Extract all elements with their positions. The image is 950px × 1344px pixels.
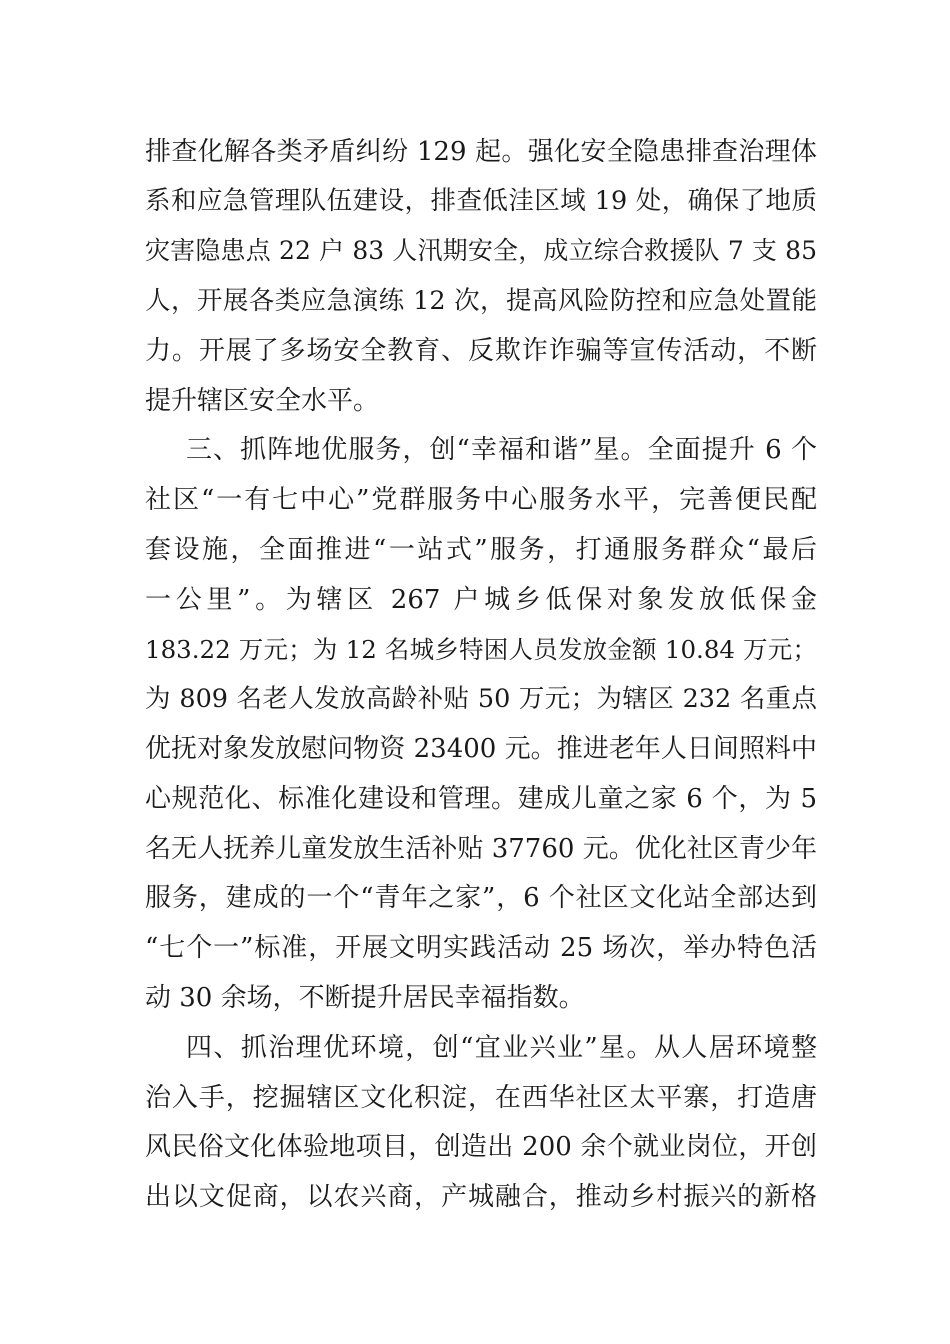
text-line: 套设施，全面推进“一站式”服务，打通服务群众“最后 (145, 535, 817, 565)
text-line: 动 30 余场，不断提升居民幸福指数。 (145, 983, 585, 1013)
text-line: 服务，建成的一个“青年之家”，6 个社区文化站全部达到 (145, 883, 817, 913)
text-line: 优抚对象发放慰问物资 23400 元。推进老年人日间照料中 (145, 734, 817, 764)
paragraph-heading-line: 三、抓阵地优服务，创“幸福和谐”星。全面提升 6 个 (186, 435, 817, 465)
text-line: 183.22 万元；为 12 名城乡特困人员发放金额 10.84 万元； (145, 635, 817, 664)
text-line: 人，开展各类应急演练 12 次，提高风险防控和应急处置能 (145, 286, 817, 316)
text-line: 治入手，挖掘辖区文化积淀，在西华社区太平寨，打造唐 (145, 1083, 817, 1113)
text-line: 出以文促商，以农兴商，产城融合，推动乡村振兴的新格 (145, 1182, 817, 1212)
text-line: 灾害隐患点 22 户 83 人汛期安全，成立综合救援队 7 支 85 (145, 236, 817, 265)
text-line: 一公里”。为辖区 267 户城乡低保对象发放低保金 (145, 585, 817, 615)
text-line: 名无人抚养儿童发放生活补贴 37760 元。优化社区青少年 (145, 834, 817, 864)
text-line: 力。开展了多场安全教育、反欺诈诈骗等宣传活动，不断 (145, 336, 817, 366)
text-line: 为 809 名老人发放高龄补贴 50 万元；为辖区 232 名重点 (145, 684, 817, 714)
text-line: 提升辖区安全水平。 (145, 386, 380, 416)
text-line: 风民俗文化体验地项目，创造出 200 余个就业岗位，开创 (145, 1132, 817, 1162)
paragraph-heading-line: 四、抓治理优环境，创“宜业兴业”星。从人居环境整 (186, 1033, 817, 1063)
text-line: 系和应急管理队伍建设，排查低洼区域 19 处，确保了地质 (145, 186, 817, 216)
text-line: 心规范化、标准化建设和管理。建成儿童之家 6 个，为 5 (145, 784, 817, 814)
text-line: 社区“一有七中心”党群服务中心服务水平，完善便民配 (145, 485, 817, 515)
text-line: 排查化解各类矛盾纠纷 129 起。强化安全隐患排查治理体 (145, 137, 817, 167)
text-line: “七个一”标准，开展文明实践活动 25 场次，举办特色活 (145, 933, 817, 963)
